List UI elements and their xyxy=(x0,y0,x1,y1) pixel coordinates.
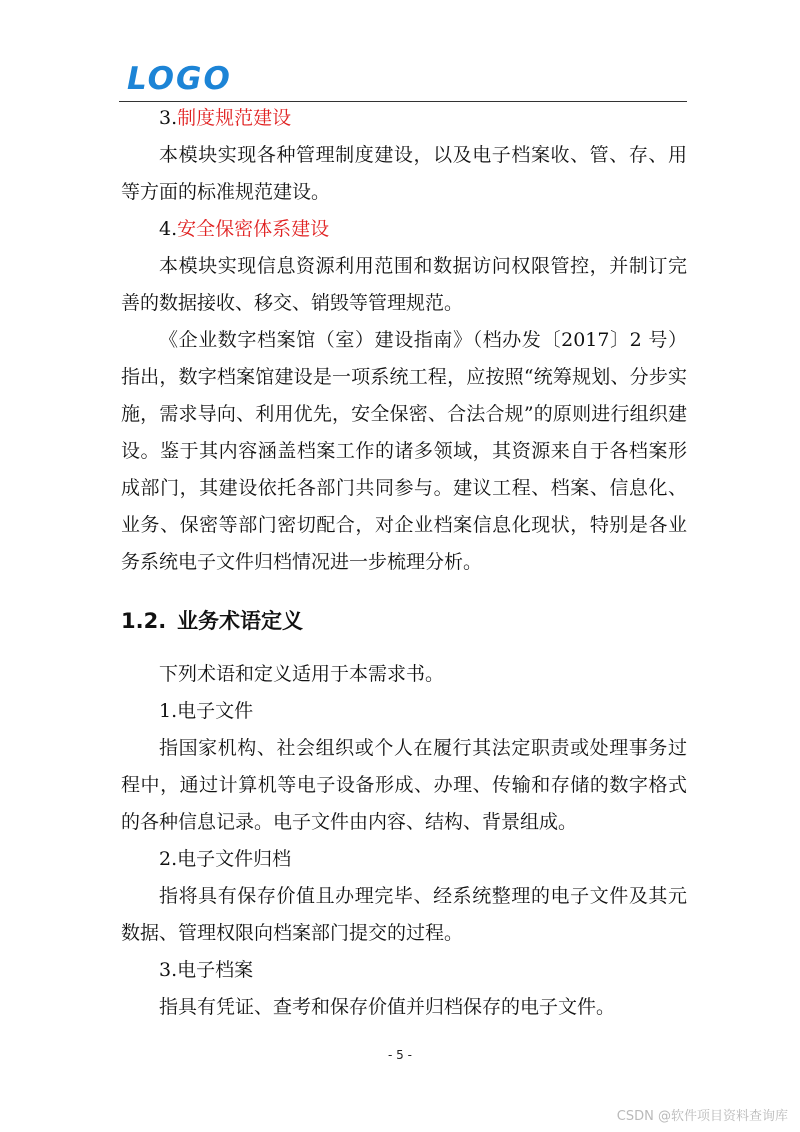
section-4-title: 安全保密体系建设 xyxy=(177,218,330,240)
term-2-title: 2.电子文件归档 xyxy=(159,848,292,870)
guide-paragraph: 《企业数字档案馆（室）建设指南》（档办发〔2017〕2 号）指出，数字档案馆建设是一项系统工程，应按照“统筹规划、分步实施，需求导向、利用优先，安全保密、合法合规”的原则进行组织建设。鉴于其内容涵盖档案工作的诸多领域，其资源来自于各档案形成部门，其建设依托各部门共同参与。建议工程、档案、信息化、业务、保密等部门密切配合，对企业档案信息化现状，特别是各业务系统电子文件归档情况进一步梳理分析。 xyxy=(121,329,687,573)
section-4-number: 4. xyxy=(159,218,178,240)
heading-title: 业务术语定义 xyxy=(177,609,303,633)
term-3-title: 3.电子档案 xyxy=(159,959,254,981)
term-3-body: 指具有凭证、查考和保存价值并归档保存的电子文件。 xyxy=(159,996,616,1018)
section-3-heading xyxy=(121,100,687,137)
logo: LOGO xyxy=(127,61,232,97)
section-4-body: 本模块实现信息资源利用范围和数据访问权限管控，并制订完善的数据接收、移交、销毁等管理规范。 xyxy=(121,255,687,314)
section-4-heading xyxy=(121,211,687,248)
section-3-title: 制度规范建设 xyxy=(177,107,292,129)
section-3-number: 3. xyxy=(159,107,178,129)
term-2-body: 指将具有保存价值且办理完毕、经系统整理的电子文件及其元数据、管理权限向档案部门提交的过程。 xyxy=(121,885,687,944)
watermark: CSDN @软件项目资料查询库 xyxy=(616,1109,788,1124)
document-body xyxy=(121,100,687,1026)
term-1-body: 指国家机构、社会组织或个人在履行其法定职责或处理事务过程中，通过计算机等电子设备形成、办理、传输和存储的数字格式的各种信息记录。电子文件由内容、结构、背景组成。 xyxy=(121,737,687,833)
heading-1-2 xyxy=(121,601,687,641)
term-1-title: 1.电子文件 xyxy=(159,700,254,722)
terms-intro: 下列术语和定义适用于本需求书。 xyxy=(159,663,445,685)
heading-number: 1.2. xyxy=(121,609,167,633)
page-number: - 5 - xyxy=(388,1048,412,1062)
section-3-body: 本模块实现各种管理制度建设，以及电子档案收、管、存、用等方面的标准规范建设。 xyxy=(121,144,687,203)
